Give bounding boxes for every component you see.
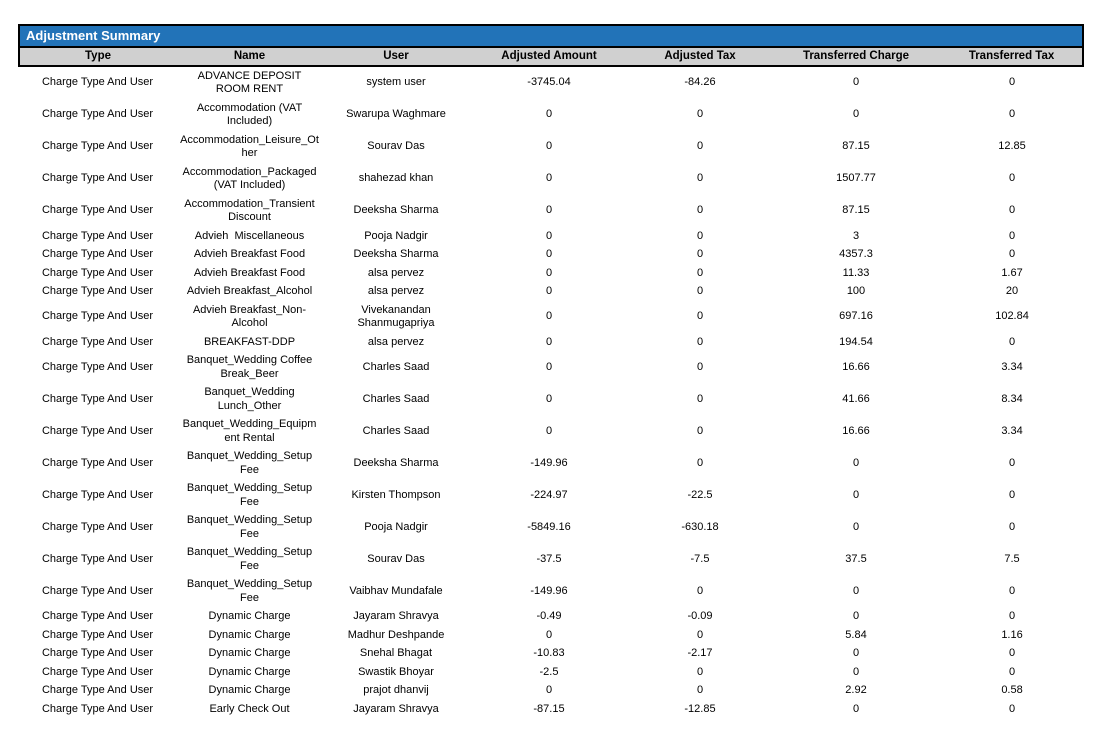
cell-name: Accommodation_Transient Discount bbox=[184, 197, 318, 223]
cell-transferred-tax: 0.58 bbox=[1001, 684, 1023, 696]
cell-transferred-tax: 0 bbox=[1008, 204, 1016, 217]
cell-type: Charge Type And User bbox=[41, 392, 154, 405]
cell-transferred-charge: 16.66 bbox=[842, 360, 870, 373]
cell-type: Charge Type And User bbox=[41, 552, 154, 565]
cell-adjusted-tax: -22.5 bbox=[687, 488, 713, 501]
cell-adjusted-tax: 0 bbox=[696, 140, 704, 153]
cell-type: Charge Type And User bbox=[41, 204, 154, 217]
cell-name: Banquet_Wedding_Setup Fee bbox=[186, 578, 316, 604]
adjustment-summary-table bbox=[18, 24, 1084, 719]
cell-name: Accommodation_Leisure_Other bbox=[180, 133, 319, 159]
cell-transferred-charge: 194.54 bbox=[839, 335, 873, 348]
cell-name: Advieh Breakfast_Non-Alcohol bbox=[192, 303, 307, 329]
cell-name: Dynamic Charge bbox=[208, 610, 291, 622]
cell-user: Jayaram Shravya bbox=[353, 610, 439, 622]
cell-name: Accommodation_Packaged (VAT Included) bbox=[182, 165, 320, 191]
cell-transferred-tax: 3.34 bbox=[1001, 424, 1023, 437]
cell-user: Pooja Nadgir bbox=[364, 229, 428, 242]
cell-user: Vaibhav Mundafale bbox=[349, 584, 443, 597]
cell-user: Swarupa Waghmare bbox=[346, 108, 446, 121]
cell-transferred-charge: 2.92 bbox=[845, 684, 867, 696]
column-header-name: Name bbox=[176, 47, 323, 66]
cell-transferred-tax: 0 bbox=[1008, 248, 1016, 260]
cell-adjusted-tax: 0 bbox=[696, 392, 704, 405]
cell-adjusted-amount: 0 bbox=[545, 684, 553, 696]
table-row bbox=[19, 163, 1083, 195]
cell-type: Charge Type And User bbox=[41, 424, 154, 437]
cell-transferred-tax: 0 bbox=[1008, 702, 1016, 715]
cell-type: Charge Type And User bbox=[41, 335, 154, 348]
cell-adjusted-tax: 0 bbox=[696, 310, 704, 323]
cell-user: Charles Saad bbox=[362, 360, 430, 373]
table-row bbox=[19, 512, 1083, 544]
cell-name: BREAKFAST-DDP bbox=[203, 335, 296, 348]
table-row bbox=[19, 416, 1083, 448]
cell-type: Charge Type And User bbox=[41, 248, 154, 260]
cell-transferred-charge: 11.33 bbox=[842, 266, 870, 279]
cell-type: Charge Type And User bbox=[41, 285, 154, 297]
cell-transferred-tax: 3.34 bbox=[1001, 360, 1023, 373]
table-row bbox=[19, 333, 1083, 352]
cell-type: Charge Type And User bbox=[41, 229, 154, 242]
cell-adjusted-tax: 0 bbox=[696, 584, 704, 597]
cell-adjusted-amount: -3745.04 bbox=[527, 76, 571, 89]
cell-user: Pooja Nadgir bbox=[364, 520, 428, 533]
cell-transferred-charge: 0 bbox=[852, 108, 860, 121]
cell-name: Accommodation (VAT Included) bbox=[196, 101, 306, 127]
cell-adjusted-amount: -87.15 bbox=[533, 702, 565, 715]
cell-adjusted-tax: 0 bbox=[696, 108, 704, 121]
cell-adjusted-tax: 0 bbox=[696, 665, 704, 678]
cell-user: Madhur Deshpande bbox=[347, 628, 445, 641]
cell-name: Dynamic Charge bbox=[208, 628, 291, 641]
cell-adjusted-tax: 0 bbox=[696, 628, 704, 641]
cell-name: ADVANCE DEPOSIT ROOM RENT bbox=[197, 69, 305, 95]
cell-transferred-tax: 1.67 bbox=[1001, 266, 1023, 279]
cell-name: Advieh Breakfast_Alcohol bbox=[186, 285, 313, 297]
cell-adjusted-amount: 0 bbox=[545, 140, 553, 153]
cell-user: Sourav Das bbox=[367, 552, 425, 565]
table-row bbox=[19, 608, 1083, 627]
cell-adjusted-amount: -149.96 bbox=[530, 584, 568, 597]
cell-adjusted-amount: -149.96 bbox=[530, 456, 568, 469]
cell-name: Banquet_Wedding Lunch_Other bbox=[204, 386, 298, 412]
cell-transferred-charge: 1507.77 bbox=[836, 172, 876, 185]
cell-adjusted-tax: 0 bbox=[696, 684, 704, 696]
cell-adjusted-amount: 0 bbox=[545, 360, 553, 373]
table-row bbox=[19, 480, 1083, 512]
cell-adjusted-amount: 0 bbox=[545, 266, 553, 279]
cell-adjusted-amount: -2.5 bbox=[539, 665, 559, 678]
cell-transferred-charge: 697.16 bbox=[839, 310, 873, 323]
table-row bbox=[19, 544, 1083, 576]
cell-transferred-tax: 0 bbox=[1008, 172, 1016, 185]
cell-transferred-tax: 0 bbox=[1008, 76, 1016, 89]
cell-transferred-tax: 0 bbox=[1008, 647, 1016, 659]
cell-type: Charge Type And User bbox=[41, 702, 154, 715]
table-row bbox=[19, 131, 1083, 163]
column-header-type: Type bbox=[19, 47, 176, 66]
cell-name: Banquet_Wedding_Setup Fee bbox=[186, 514, 316, 540]
cell-adjusted-amount: -0.49 bbox=[536, 610, 562, 622]
cell-type: Charge Type And User bbox=[41, 520, 154, 533]
cell-adjusted-tax: -630.18 bbox=[681, 520, 719, 533]
cell-transferred-charge: 5.84 bbox=[845, 628, 867, 641]
cell-user: Jayaram Shravya bbox=[353, 702, 439, 715]
cell-transferred-tax: 0 bbox=[1008, 108, 1016, 121]
cell-type: Charge Type And User bbox=[41, 108, 154, 121]
cell-user: alsa pervez bbox=[367, 266, 425, 279]
cell-adjusted-amount: -10.83 bbox=[533, 647, 565, 659]
cell-user: alsa pervez bbox=[367, 335, 425, 348]
cell-adjusted-tax: 0 bbox=[696, 285, 704, 297]
cell-transferred-charge: 0 bbox=[852, 610, 860, 622]
cell-name: Advieh Miscellaneous bbox=[194, 229, 305, 242]
column-header-row bbox=[19, 47, 1083, 66]
cell-user: prajot dhanvij bbox=[363, 684, 429, 696]
cell-adjusted-tax: -7.5 bbox=[690, 552, 710, 565]
cell-adjusted-amount: 0 bbox=[545, 248, 553, 260]
cell-transferred-tax: 8.34 bbox=[1001, 392, 1023, 405]
cell-adjusted-amount: 0 bbox=[545, 310, 553, 323]
cell-adjusted-tax: 0 bbox=[696, 204, 704, 217]
cell-adjusted-tax: 0 bbox=[696, 424, 704, 437]
cell-transferred-tax: 1.16 bbox=[1001, 628, 1023, 641]
cell-name: Banquet_Wedding_Equipment Rental bbox=[182, 418, 317, 444]
cell-user: Charles Saad bbox=[362, 392, 430, 405]
cell-name: Early Check Out bbox=[209, 702, 290, 715]
cell-name: Banquet_Wedding_Setup Fee bbox=[186, 546, 316, 572]
cell-name: Banquet_Wedding Coffee Break_Beer bbox=[186, 354, 316, 380]
cell-transferred-charge: 0 bbox=[852, 456, 860, 469]
table-row bbox=[19, 384, 1083, 416]
cell-adjusted-tax: -2.17 bbox=[687, 647, 713, 659]
cell-type: Charge Type And User bbox=[41, 610, 154, 622]
table-row bbox=[19, 66, 1083, 99]
cell-transferred-tax: 0 bbox=[1008, 520, 1016, 533]
table-row bbox=[19, 448, 1083, 480]
cell-type: Charge Type And User bbox=[41, 266, 154, 279]
table-row bbox=[19, 283, 1083, 302]
report-table-body bbox=[19, 66, 1083, 719]
cell-name: Advieh Breakfast Food bbox=[193, 266, 306, 279]
cell-user: Vivekanandan Shanmugapriya bbox=[357, 303, 435, 329]
cell-transferred-tax: 7.5 bbox=[1004, 552, 1020, 565]
cell-transferred-charge: 87.15 bbox=[842, 204, 870, 217]
cell-transferred-charge: 3 bbox=[852, 229, 860, 242]
cell-transferred-charge: 0 bbox=[852, 665, 860, 678]
cell-adjusted-amount: 0 bbox=[545, 285, 553, 297]
cell-adjusted-amount: -5849.16 bbox=[527, 520, 571, 533]
cell-adjusted-amount: 0 bbox=[545, 172, 553, 185]
cell-transferred-charge: 0 bbox=[852, 584, 860, 597]
report-title: Adjustment Summary bbox=[19, 25, 1083, 47]
cell-adjusted-tax: 0 bbox=[696, 335, 704, 348]
table-row bbox=[19, 626, 1083, 645]
cell-adjusted-tax: 0 bbox=[696, 248, 704, 260]
cell-adjusted-tax: -84.26 bbox=[684, 76, 716, 89]
cell-name: Dynamic Charge bbox=[208, 684, 291, 696]
cell-adjusted-amount: -37.5 bbox=[536, 552, 562, 565]
cell-transferred-charge: 87.15 bbox=[842, 140, 870, 153]
cell-transferred-charge: 41.66 bbox=[842, 392, 870, 405]
report-title-bar bbox=[19, 25, 1083, 47]
cell-transferred-tax: 102.84 bbox=[995, 310, 1029, 323]
cell-type: Charge Type And User bbox=[41, 665, 154, 678]
cell-type: Charge Type And User bbox=[41, 647, 154, 659]
table-row bbox=[19, 195, 1083, 227]
column-header-transferred-charge: Transferred Charge bbox=[771, 47, 941, 66]
cell-type: Charge Type And User bbox=[41, 684, 154, 696]
cell-name: Banquet_Wedding_Setup Fee bbox=[186, 450, 316, 476]
cell-transferred-tax: 0 bbox=[1008, 665, 1016, 678]
column-header-adjusted-amount: Adjusted Amount bbox=[469, 47, 629, 66]
cell-type: Charge Type And User bbox=[41, 76, 154, 89]
table-row bbox=[19, 682, 1083, 701]
table-row bbox=[19, 700, 1083, 719]
adjustment-summary-report bbox=[18, 24, 1082, 719]
column-header-user: User bbox=[323, 47, 469, 66]
cell-name: Advieh Breakfast Food bbox=[193, 248, 306, 260]
cell-user: Kirsten Thompson bbox=[351, 488, 441, 501]
cell-adjusted-tax: -0.09 bbox=[687, 610, 713, 622]
cell-adjusted-tax: 0 bbox=[696, 456, 704, 469]
cell-transferred-tax: 20 bbox=[1005, 285, 1019, 297]
cell-adjusted-amount: 0 bbox=[545, 229, 553, 242]
cell-transferred-tax: 0 bbox=[1008, 335, 1016, 348]
cell-transferred-tax: 12.85 bbox=[998, 140, 1026, 153]
cell-type: Charge Type And User bbox=[41, 360, 154, 373]
cell-transferred-charge: 0 bbox=[852, 76, 860, 89]
cell-type: Charge Type And User bbox=[41, 628, 154, 641]
cell-adjusted-amount: 0 bbox=[545, 392, 553, 405]
table-row bbox=[19, 576, 1083, 608]
cell-type: Charge Type And User bbox=[41, 310, 154, 323]
cell-transferred-tax: 0 bbox=[1008, 229, 1016, 242]
table-row bbox=[19, 99, 1083, 131]
cell-transferred-tax: 0 bbox=[1008, 610, 1016, 622]
cell-type: Charge Type And User bbox=[41, 584, 154, 597]
cell-transferred-charge: 0 bbox=[852, 702, 860, 715]
cell-name: Dynamic Charge bbox=[208, 647, 291, 659]
table-row bbox=[19, 645, 1083, 664]
cell-adjusted-amount: 0 bbox=[545, 424, 553, 437]
cell-adjusted-amount: 0 bbox=[545, 335, 553, 348]
cell-user: Snehal Bhagat bbox=[359, 647, 433, 659]
table-row bbox=[19, 264, 1083, 283]
cell-user: system user bbox=[366, 76, 426, 89]
column-header-adjusted-tax: Adjusted Tax bbox=[629, 47, 771, 66]
cell-name: Dynamic Charge bbox=[208, 665, 291, 678]
cell-adjusted-tax: 0 bbox=[696, 172, 704, 185]
cell-adjusted-amount: 0 bbox=[545, 108, 553, 121]
cell-user: Charles Saad bbox=[362, 424, 430, 437]
cell-type: Charge Type And User bbox=[41, 488, 154, 501]
cell-type: Charge Type And User bbox=[41, 140, 154, 153]
cell-transferred-tax: 0 bbox=[1008, 456, 1016, 469]
cell-transferred-charge: 37.5 bbox=[845, 552, 867, 565]
cell-type: Charge Type And User bbox=[41, 172, 154, 185]
table-row bbox=[19, 663, 1083, 682]
cell-user: Deeksha Sharma bbox=[353, 204, 439, 217]
table-row bbox=[19, 301, 1083, 333]
cell-name: Banquet_Wedding_Setup Fee bbox=[186, 482, 316, 508]
cell-transferred-tax: 0 bbox=[1008, 488, 1016, 501]
cell-user: shahezad khan bbox=[358, 172, 434, 185]
cell-transferred-charge: 0 bbox=[852, 488, 860, 501]
cell-transferred-charge: 0 bbox=[852, 520, 860, 533]
cell-user: Deeksha Sharma bbox=[353, 456, 439, 469]
cell-user: Deeksha Sharma bbox=[353, 248, 439, 260]
column-header-transferred-tax: Transferred Tax bbox=[941, 47, 1083, 66]
cell-user: alsa pervez bbox=[367, 285, 425, 297]
table-row bbox=[19, 227, 1083, 246]
cell-type: Charge Type And User bbox=[41, 456, 154, 469]
cell-transferred-tax: 0 bbox=[1008, 584, 1016, 597]
cell-transferred-charge: 100 bbox=[846, 285, 866, 297]
table-row bbox=[19, 352, 1083, 384]
cell-transferred-charge: 0 bbox=[852, 647, 860, 659]
cell-adjusted-amount: -224.97 bbox=[530, 488, 568, 501]
cell-transferred-charge: 16.66 bbox=[842, 424, 870, 437]
cell-adjusted-amount: 0 bbox=[545, 204, 553, 217]
cell-user: Swastik Bhoyar bbox=[358, 665, 434, 678]
cell-transferred-charge: 4357.3 bbox=[839, 248, 873, 260]
table-row bbox=[19, 246, 1083, 265]
cell-user: Sourav Das bbox=[367, 140, 425, 153]
cell-adjusted-amount: 0 bbox=[545, 628, 553, 641]
cell-adjusted-tax: 0 bbox=[696, 266, 704, 279]
cell-adjusted-tax: -12.85 bbox=[684, 702, 716, 715]
cell-adjusted-tax: 0 bbox=[696, 229, 704, 242]
cell-adjusted-tax: 0 bbox=[696, 360, 704, 373]
